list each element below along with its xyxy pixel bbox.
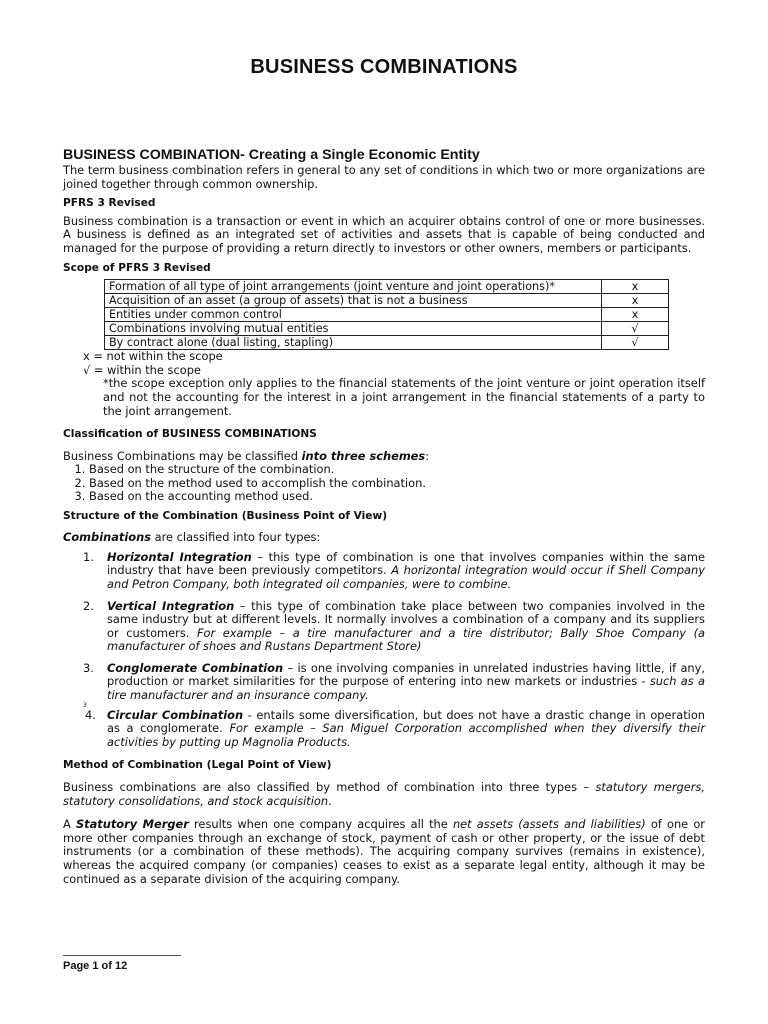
scope-mark: x xyxy=(602,308,669,322)
structure-lead xyxy=(63,531,705,545)
scope-item: By contract alone (dual listing, stapling) xyxy=(105,336,602,350)
type-name: Horizontal Integration xyxy=(107,549,252,564)
table-row xyxy=(105,308,669,322)
merger-text: A xyxy=(63,817,76,832)
intro-paragraph: The term business combination refers in general to any set of conditions in which two or more organizations are joined together through common ownership. xyxy=(63,163,705,191)
type-desc: - entails some diversification, but does not have a drastic change in operation as a conglomerate. xyxy=(107,707,706,736)
scope-mark: √ xyxy=(602,322,669,336)
schemes-list xyxy=(63,463,705,503)
merger-term: Statutory Merger xyxy=(75,817,189,832)
list-item xyxy=(63,600,705,654)
type-name: Vertical Integration xyxy=(107,598,235,613)
table-row xyxy=(105,322,669,336)
scope-table xyxy=(104,279,669,350)
list-item xyxy=(63,551,705,592)
merger-emphasis: net assets (assets and liabilities) xyxy=(452,817,646,832)
type-example: For example – San Miguel Corporation accomplished when they diversify their activities by putting up Magnolia Products. xyxy=(107,721,706,749)
lead-text: are classified into four types: xyxy=(150,530,321,545)
document-body xyxy=(63,147,705,886)
lead-text: Business Combinations may be classified xyxy=(63,448,302,463)
pfrs-paragraph: Business combination is a transaction or event in which an acquirer obtains control of one or more businesses. A business is defined as an integrated set of activities and assets that is capable of being conducted and managed for the purpose of providing a return directly to investors or other owners, members or participants. xyxy=(63,213,705,255)
table-row xyxy=(105,294,669,308)
scope-item: Acquisition of an asset (a group of assets) that is not a business xyxy=(105,294,602,308)
method-heading: Method of Combination (Legal Point of View) xyxy=(63,759,332,772)
type-example: A horizontal integration would occur if Shell Company and Petron Company, both integrated oil companies, were to combine. xyxy=(107,563,706,591)
scope-item: Entities under common control xyxy=(105,308,602,322)
footer-divider xyxy=(63,955,181,956)
method-lead xyxy=(63,781,705,808)
section-heading: BUSINESS COMBINATION- Creating a Single Economic Entity xyxy=(63,147,480,163)
pfrs-heading: PFRS 3 Revised xyxy=(63,197,156,210)
item-number: 3. xyxy=(83,660,94,675)
structure-heading: Structure of the Combination (Business Point of View) xyxy=(63,509,388,522)
type-name: Circular Combination xyxy=(107,707,244,722)
lead-emphasis: statutory mergers, statutory consolidations, and stock acquisition xyxy=(63,780,705,808)
table-row xyxy=(105,336,669,350)
legend-within: √ = within the scope xyxy=(83,362,201,377)
type-example: For example – a tire manufacturer and a tire distributor; Bally Shoe Company (a manufacturer of shoes and Rustans Department Store) xyxy=(107,625,706,654)
list-item: 2. Based on the method used to accomplish the combination. xyxy=(89,477,705,490)
type-desc: – is one involving companies in unrelated industries having little, if any, production or market similarities for the purpose of entering into new markets or industries - xyxy=(107,660,706,689)
classification-lead xyxy=(63,450,705,464)
item-number: 4. xyxy=(85,707,96,722)
scope-heading: Scope of PFRS 3 Revised xyxy=(63,261,211,274)
type-example: such as a tire manufacturer and an insurance company. xyxy=(107,674,705,703)
document-title: BUSINESS COMBINATIONS xyxy=(250,56,518,78)
combination-types-list-cont xyxy=(63,709,705,750)
type-name: Conglomerate Combination xyxy=(107,660,284,675)
combination-types-list xyxy=(63,551,705,703)
type-desc: – this type of combination is one that involves companies within the same industry that have been previously competitors. xyxy=(107,549,705,578)
list-item xyxy=(63,662,705,703)
lead-text: Business combinations are also classified by method of combination into three types – xyxy=(63,780,596,795)
scope-mark: x xyxy=(602,280,669,294)
merger-paragraph xyxy=(63,818,705,886)
page-number: Page 1 of 12 xyxy=(63,960,128,972)
item-number: 2. xyxy=(83,598,94,613)
scope-item: Formation of all type of joint arrangements (joint venture and joint operations)* xyxy=(105,280,602,294)
lead-emphasis: into three schemes xyxy=(301,448,426,463)
lead-end: : xyxy=(425,448,430,463)
merger-text: results when one company acquires all the xyxy=(188,817,453,832)
list-item: 1. Based on the structure of the combination. xyxy=(89,463,705,476)
page-marker: 3 xyxy=(83,701,87,709)
scope-note: *the scope exception only applies to the financial statements of the joint venture or joint operation itself and not the accounting for the interest in a joint arrangement in the financial statements of a party to the joint arrangement. xyxy=(103,376,705,418)
lead-emphasis: Combinations xyxy=(63,530,151,545)
list-item: 3. Based on the accounting method used. xyxy=(89,490,705,503)
scope-mark: √ xyxy=(602,336,669,350)
legend-not-within: x = not within the scope xyxy=(83,349,223,364)
item-number: 1. xyxy=(83,549,94,564)
lead-end: . xyxy=(328,793,332,808)
table-row xyxy=(105,280,669,294)
scope-item: Combinations involving mutual entities xyxy=(105,322,602,336)
classification-heading: Classification of BUSINESS COMBINATIONS xyxy=(63,428,317,441)
type-desc: – this type of combination take place between two companies involved in the same industry but at different levels. It normally involves a combination of a company and its suppliers or customers. xyxy=(107,598,705,640)
merger-text: of one or more other companies through an exchange of stock, payment of cash or other property, or the issue of debt instruments (or a combination of these methods). The acquiring company survives (remains in existence), whereas the acquired company (or companies) ceases to exist as a separate legal entity, although it may be continued as a separate division of the acquiring company. xyxy=(63,817,705,886)
list-item xyxy=(63,709,705,750)
scope-mark: x xyxy=(602,294,669,308)
